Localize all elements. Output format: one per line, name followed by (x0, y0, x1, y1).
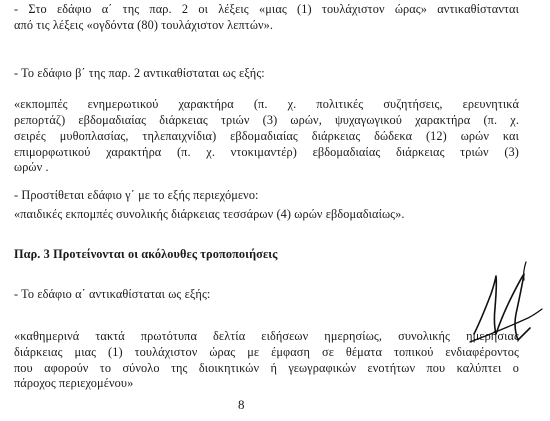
page-number: 8 (238, 397, 245, 412)
text-line: επιμορφωτικού χαρακτήρα (π. χ. ντοκιμαντέρ) εβδομαδιαίας διάρκειας τριών (3) (14, 145, 519, 159)
text-line: «εκπομπές ενημερωτικού χαρακτήρα (π. χ. πολιτικές συζητήσεις, ερευνητικά (14, 97, 519, 111)
text-line: διάρκειας μιας (1) τουλάχιστον ώρας με έμφαση σε θέματα τοπικού ενδιαφέροντος (14, 345, 519, 359)
section-heading: Παρ. 3 Προτείνονται οι ακόλουθες τροποποιήσεις (14, 247, 278, 261)
text-line: σειρές μυθοπλασίας, τηλεπαιχνίδια) εβδομαδιαίας διάρκειας δώδεκα (12) ωρών και (14, 129, 519, 143)
text-line: από τις λέξεις «ογδόντα (80) τουλάχιστον λεπτών». (14, 18, 274, 32)
text-line: «παιδικές εκπομπές συνολικής διάρκειας τεσσάρων (4) ωρών εβδομαδιαίως». (14, 207, 405, 221)
text-line: πάροχος περιεχομένου» (14, 376, 134, 390)
text-line: - Προστίθεται εδάφιο γ΄ με το εξής περιεχόμενο: (14, 188, 259, 202)
signature (466, 252, 546, 352)
text-line: - Στο εδάφιο α΄ της παρ. 2 οι λέξεις «μιας (1) τουλάχιστον ώρας» αντικαθίστανται (14, 2, 519, 16)
text-line: - Το εδάφιο α΄ αντικαθίσταται ως εξής: (14, 287, 211, 301)
text-line: ωρών . (14, 160, 49, 174)
text-line: «καθημερινά τακτά πρωτότυπα δελτία ειδήσεων ημερησίως, συνολικής ημερήσιας (14, 329, 519, 343)
text-line: - Το εδάφιο β΄ της παρ. 2 αντικαθίσταται ως εξής: (14, 66, 265, 80)
text-line: ρεπορτάζ) εβδομαδιαίας διάρκειας τριών (3) ωρών, ψυχαγωγικού χαρακτήρα (π. χ. (14, 113, 519, 127)
text-line: που αφορούν το σύνολο της διοικητικών ή γεωγραφικών ενοτήτων που καλύπτει ο (14, 361, 519, 375)
